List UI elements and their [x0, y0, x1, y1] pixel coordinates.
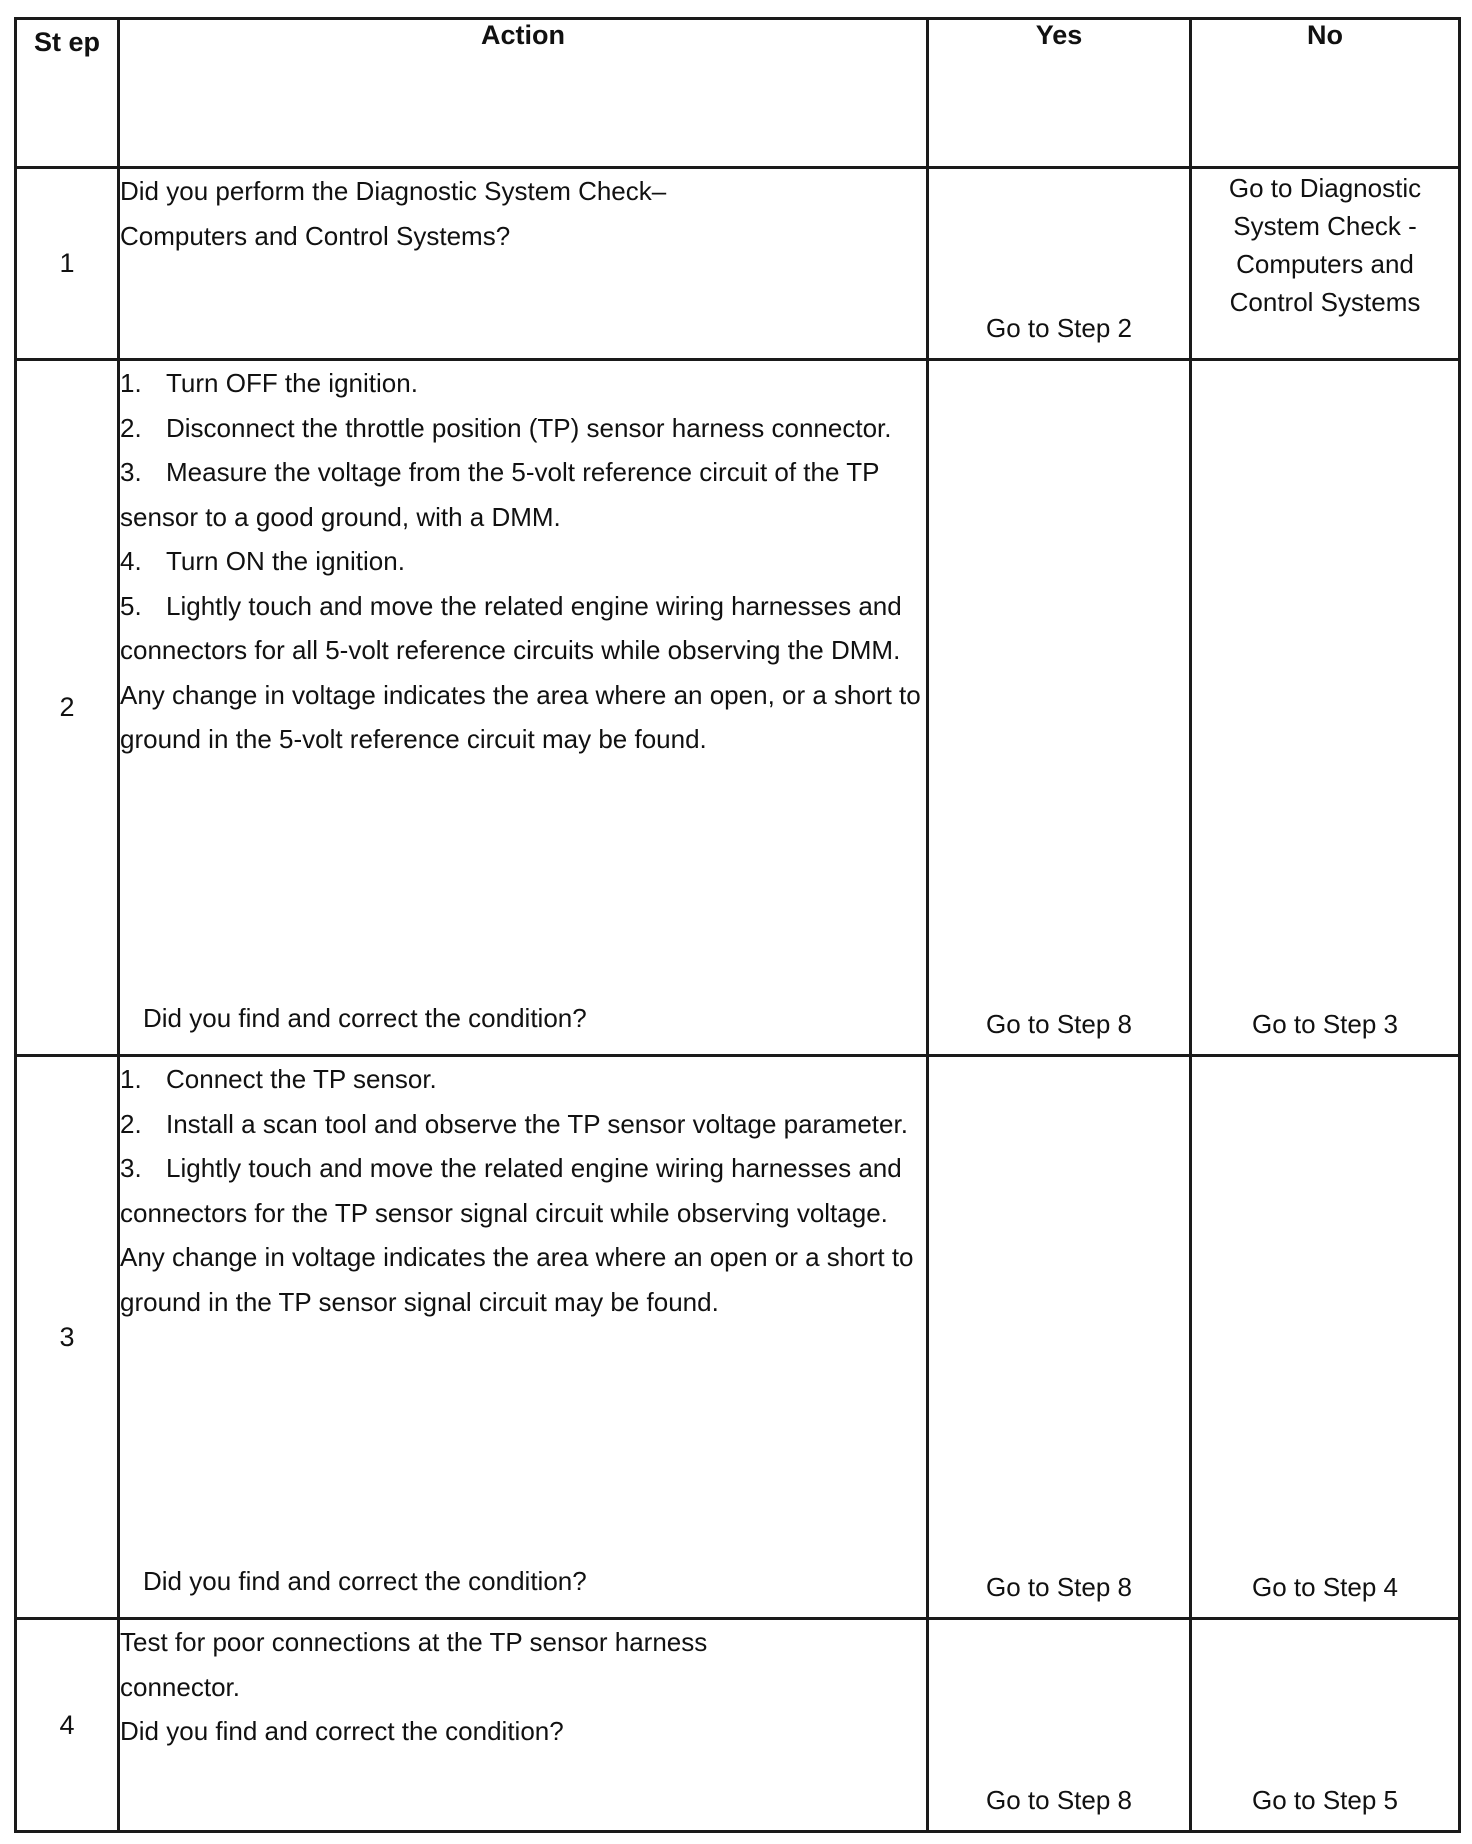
no-cell — [1191, 360, 1460, 1056]
action-cell — [119, 168, 928, 360]
item-number: 2. — [120, 412, 142, 443]
step-number: 2 — [16, 360, 119, 1056]
no-result: Go to Step 5 — [1252, 1785, 1398, 1815]
header-row — [16, 19, 1460, 168]
action-line: connector. — [120, 1671, 240, 1702]
no-result: Go to Step 4 — [1252, 1572, 1398, 1602]
action-item — [120, 539, 926, 584]
yes-header: Yes — [928, 19, 1191, 168]
action-item — [120, 406, 926, 451]
question-text: Did you find and correct the condition? — [143, 1565, 587, 1596]
item-text: Disconnect the throttle position (TP) sensor harness connector. — [166, 412, 892, 443]
table-row — [16, 360, 1460, 1056]
action-cell — [119, 1619, 928, 1832]
yes-result: Go to Step 8 — [986, 1785, 1132, 1815]
step-number: 4 — [16, 1619, 119, 1832]
no-header: No — [1191, 19, 1460, 168]
table-row — [16, 1056, 1460, 1619]
item-text: Turn ON the ignition. — [166, 546, 405, 576]
yes-cell — [928, 1619, 1191, 1832]
yes-result: Go to Step 2 — [986, 313, 1132, 343]
action-item — [120, 1057, 926, 1102]
item-text: Measure the voltage from the 5-volt reference circuit of the TP sensor to a good ground, with a DMM. — [120, 457, 879, 532]
action-item — [120, 584, 926, 762]
action-cell — [119, 1056, 928, 1619]
action-line: Did you perform the Diagnostic System Check– — [120, 176, 667, 206]
diagnostic-table — [14, 17, 1461, 1833]
no-cell — [1191, 1056, 1460, 1619]
item-text: Lightly touch and move the related engine wiring harnesses and connectors for all 5-volt reference circuits while observing the DMM. Any change in voltage indicates the area where an open, or a short to ground in the 5-volt reference circuit may be found. — [120, 590, 921, 754]
yes-cell — [928, 360, 1191, 1056]
action-item — [120, 1146, 926, 1324]
item-number: 5. — [120, 590, 142, 621]
action-line: Test for poor connections at the TP sensor harness — [120, 1627, 708, 1657]
step-header — [16, 19, 119, 168]
item-number: 1. — [120, 1064, 142, 1094]
action-item — [120, 1102, 926, 1147]
question-text: Did you find and correct the condition? — [143, 1002, 587, 1033]
item-text: Install a scan tool and observe the TP sensor voltage parameter. — [166, 1108, 908, 1139]
yes-cell — [928, 168, 1191, 360]
no-result: Go to Step 3 — [1252, 1009, 1398, 1039]
no-cell — [1191, 1619, 1460, 1832]
item-text: Lightly touch and move the related engine wiring harnesses and connectors for the TP sensor signal circuit while observing voltage. Any change in voltage indicates the area where an open or a short to ground in the TP sensor signal circuit may be found. — [120, 1153, 914, 1317]
table-row — [16, 1619, 1460, 1832]
action-cell — [119, 360, 928, 1056]
item-number: 3. — [120, 457, 142, 487]
yes-result: Go to Step 8 — [986, 1009, 1132, 1039]
step-header-label: St ep — [33, 27, 100, 57]
item-number: 4. — [120, 546, 142, 576]
action-item — [120, 361, 926, 406]
no-result: Go to Diagnostic System Check - Computers and Control Systems — [1228, 173, 1422, 317]
step-number: 3 — [16, 1056, 119, 1619]
yes-result: Go to Step 8 — [986, 1572, 1132, 1602]
yes-cell — [928, 1056, 1191, 1619]
action-item — [120, 450, 926, 539]
item-text: Connect the TP sensor. — [166, 1064, 437, 1094]
action-header: Action — [119, 19, 928, 168]
no-cell — [1191, 168, 1460, 360]
step-number: 1 — [16, 168, 119, 360]
item-number: 3. — [120, 1153, 142, 1183]
item-number: 1. — [120, 368, 142, 398]
action-line: Computers and Control Systems? — [120, 220, 511, 251]
table-row — [16, 168, 1460, 360]
question-text: Did you find and correct the condition? — [120, 1716, 564, 1746]
item-number: 2. — [120, 1108, 142, 1139]
item-text: Turn OFF the ignition. — [166, 368, 418, 398]
